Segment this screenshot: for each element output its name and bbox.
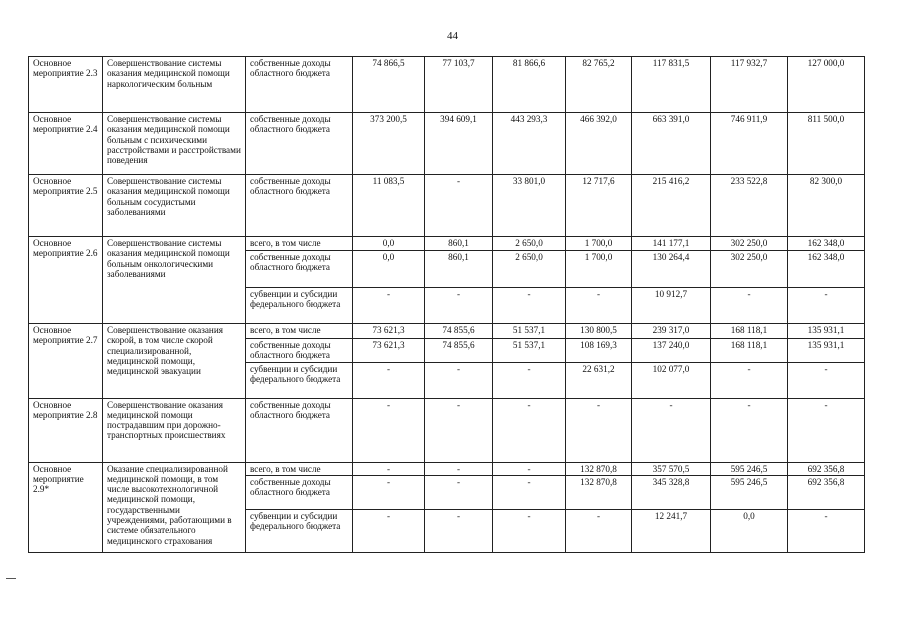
value-cell: 239 317,0 xyxy=(632,324,711,339)
table-row xyxy=(29,175,865,237)
value-cell: 82 300,0 xyxy=(788,175,865,237)
value-cell: 162 348,0 xyxy=(788,237,865,251)
value-cell: - xyxy=(493,288,566,324)
budget-table xyxy=(28,56,865,553)
value-cell: 302 250,0 xyxy=(711,251,788,288)
funding-source-cell: субвенции и субсидии федерального бюджета xyxy=(246,509,353,552)
value-cell: - xyxy=(425,175,493,237)
event-name-cell: Совершенствование оказания медицинской помощи пострадавшим при дорожно-транспортных происшествиях xyxy=(103,398,246,462)
value-cell: 394 609,1 xyxy=(425,113,493,175)
value-cell: 74 866,5 xyxy=(353,57,425,113)
value-cell: - xyxy=(788,288,865,324)
table-row xyxy=(29,324,865,339)
value-cell: - xyxy=(566,288,632,324)
value-cell: 595 246,5 xyxy=(711,462,788,475)
value-cell: 168 118,1 xyxy=(711,324,788,339)
value-cell: 345 328,8 xyxy=(632,475,711,509)
value-cell: 162 348,0 xyxy=(788,251,865,288)
event-name-cell: Оказание специализированной медицинской помощи, в том числе высокотехнологичной медицинской помощи, государственными учреждениями, работающими в системе обязательного медицинского страхования xyxy=(103,462,246,552)
event-cell: Основное мероприятие 2.4 xyxy=(29,113,103,175)
value-cell: 663 391,0 xyxy=(632,113,711,175)
event-name-cell: Совершенствование системы оказания медицинской помощи больным онкологическими заболеваниями xyxy=(103,237,246,324)
value-cell: 443 293,3 xyxy=(493,113,566,175)
value-cell: - xyxy=(711,288,788,324)
value-cell: 2 650,0 xyxy=(493,251,566,288)
value-cell: 0,0 xyxy=(711,509,788,552)
funding-source-cell: собственные доходы областного бюджета xyxy=(246,175,353,237)
value-cell: 860,1 xyxy=(425,251,493,288)
value-cell: 108 169,3 xyxy=(566,339,632,363)
event-name-cell: Совершенствование системы оказания медицинской помощи больным сосудистыми заболеваниями xyxy=(103,175,246,237)
value-cell: - xyxy=(493,509,566,552)
value-cell: - xyxy=(711,398,788,462)
value-cell: - xyxy=(425,475,493,509)
event-name-cell: Совершенствование системы оказания медицинской помощи наркологическим больным xyxy=(103,57,246,113)
table-row xyxy=(29,462,865,475)
value-cell: 77 103,7 xyxy=(425,57,493,113)
value-cell: 82 765,2 xyxy=(566,57,632,113)
value-cell: - xyxy=(425,509,493,552)
value-cell: 12 241,7 xyxy=(632,509,711,552)
value-cell: - xyxy=(425,462,493,475)
value-cell: 81 866,6 xyxy=(493,57,566,113)
funding-source-cell: всего, в том числе xyxy=(246,237,353,251)
value-cell: 74 855,6 xyxy=(425,324,493,339)
value-cell: 130 800,5 xyxy=(566,324,632,339)
value-cell: - xyxy=(425,398,493,462)
value-cell: 132 870,8 xyxy=(566,475,632,509)
value-cell: 33 801,0 xyxy=(493,175,566,237)
value-cell: 302 250,0 xyxy=(711,237,788,251)
value-cell: 74 855,6 xyxy=(425,339,493,363)
value-cell: 73 621,3 xyxy=(353,324,425,339)
event-cell: Основное мероприятие 2.5 xyxy=(29,175,103,237)
event-name-cell: Совершенствование оказания скорой, в том числе скорой специализированной, медицинской помощи, медицинской эвакуации xyxy=(103,324,246,399)
value-cell: 117 831,5 xyxy=(632,57,711,113)
value-cell: - xyxy=(353,362,425,398)
value-cell: 692 356,8 xyxy=(788,475,865,509)
value-cell: 595 246,5 xyxy=(711,475,788,509)
value-cell: 373 200,5 xyxy=(353,113,425,175)
value-cell: 12 717,6 xyxy=(566,175,632,237)
value-cell: 357 570,5 xyxy=(632,462,711,475)
table-row xyxy=(29,237,865,251)
funding-source-cell: всего, в том числе xyxy=(246,324,353,339)
value-cell: - xyxy=(632,398,711,462)
funding-source-cell: собственные доходы областного бюджета xyxy=(246,339,353,363)
value-cell: - xyxy=(788,509,865,552)
value-cell: 102 077,0 xyxy=(632,362,711,398)
value-cell: 127 000,0 xyxy=(788,57,865,113)
value-cell: - xyxy=(353,475,425,509)
value-cell: 132 870,8 xyxy=(566,462,632,475)
value-cell: 22 631,2 xyxy=(566,362,632,398)
value-cell: 0,0 xyxy=(353,237,425,251)
value-cell: 811 500,0 xyxy=(788,113,865,175)
event-cell: Основное мероприятие 2.6 xyxy=(29,237,103,324)
table-row xyxy=(29,57,865,113)
value-cell: - xyxy=(493,362,566,398)
funding-source-cell: субвенции и субсидии федерального бюджета xyxy=(246,288,353,324)
value-cell: - xyxy=(353,509,425,552)
value-cell: - xyxy=(566,509,632,552)
value-cell: 130 264,4 xyxy=(632,251,711,288)
value-cell: 1 700,0 xyxy=(566,237,632,251)
value-cell: 10 912,7 xyxy=(632,288,711,324)
funding-source-cell: собственные доходы областного бюджета xyxy=(246,113,353,175)
value-cell: 117 932,7 xyxy=(711,57,788,113)
funding-source-cell: собственные доходы областного бюджета xyxy=(246,57,353,113)
value-cell: 466 392,0 xyxy=(566,113,632,175)
value-cell: - xyxy=(493,398,566,462)
value-cell: - xyxy=(353,288,425,324)
event-cell: Основное мероприятие 2.7 xyxy=(29,324,103,399)
value-cell: 135 931,1 xyxy=(788,339,865,363)
event-cell: Основное мероприятие 2.9* xyxy=(29,462,103,552)
value-cell: 137 240,0 xyxy=(632,339,711,363)
value-cell: - xyxy=(353,398,425,462)
value-cell: 51 537,1 xyxy=(493,339,566,363)
page-number: 44 xyxy=(447,30,458,42)
value-cell: 860,1 xyxy=(425,237,493,251)
value-cell: - xyxy=(425,362,493,398)
funding-source-cell: собственные доходы областного бюджета xyxy=(246,251,353,288)
value-cell: - xyxy=(493,475,566,509)
value-cell: - xyxy=(566,398,632,462)
value-cell: - xyxy=(788,398,865,462)
value-cell: 73 621,3 xyxy=(353,339,425,363)
value-cell: - xyxy=(788,362,865,398)
value-cell: 141 177,1 xyxy=(632,237,711,251)
value-cell: 692 356,8 xyxy=(788,462,865,475)
funding-source-cell: всего, в том числе xyxy=(246,462,353,475)
value-cell: 135 931,1 xyxy=(788,324,865,339)
value-cell: 233 522,8 xyxy=(711,175,788,237)
value-cell: 1 700,0 xyxy=(566,251,632,288)
edge-mark xyxy=(6,578,16,579)
funding-source-cell: собственные доходы областного бюджета xyxy=(246,475,353,509)
value-cell: 746 911,9 xyxy=(711,113,788,175)
event-cell: Основное мероприятие 2.3 xyxy=(29,57,103,113)
value-cell: 0,0 xyxy=(353,251,425,288)
value-cell: 11 083,5 xyxy=(353,175,425,237)
value-cell: - xyxy=(425,288,493,324)
value-cell: - xyxy=(353,462,425,475)
event-name-cell: Совершенствование системы оказания медицинской помощи больным с психическими расстройствами и расстройствами поведения xyxy=(103,113,246,175)
value-cell: - xyxy=(711,362,788,398)
table-row xyxy=(29,398,865,462)
value-cell: 51 537,1 xyxy=(493,324,566,339)
funding-source-cell: субвенции и субсидии федерального бюджета xyxy=(246,362,353,398)
value-cell: 168 118,1 xyxy=(711,339,788,363)
funding-source-cell: собственные доходы областного бюджета xyxy=(246,398,353,462)
value-cell: 2 650,0 xyxy=(493,237,566,251)
table-row xyxy=(29,113,865,175)
event-cell: Основное мероприятие 2.8 xyxy=(29,398,103,462)
value-cell: - xyxy=(493,462,566,475)
value-cell: 215 416,2 xyxy=(632,175,711,237)
